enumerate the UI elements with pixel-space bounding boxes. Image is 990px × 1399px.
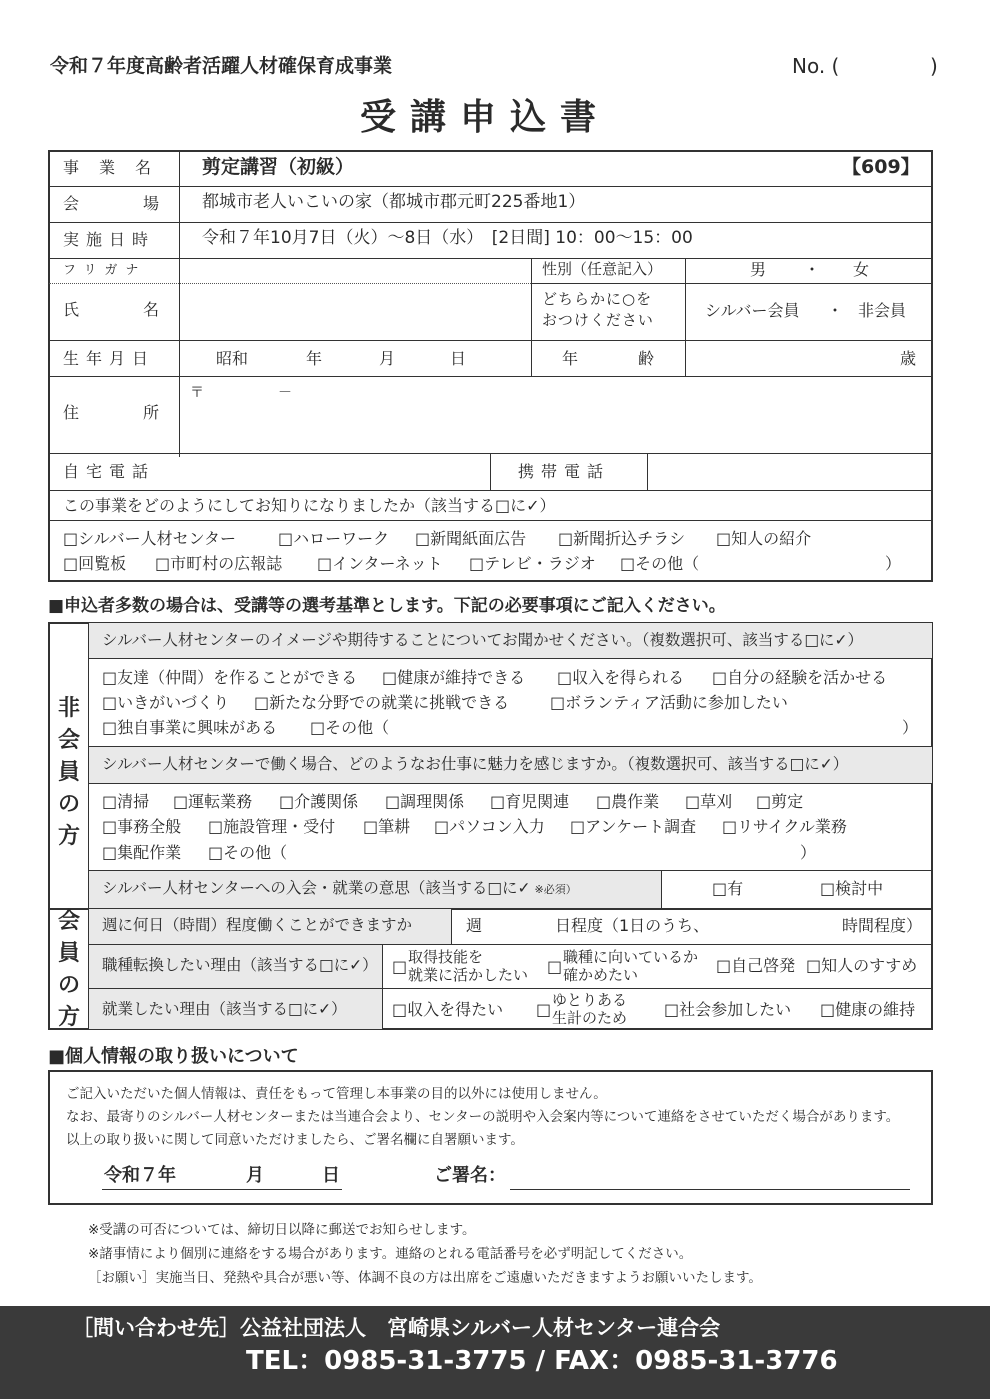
checkbox-icon: □ (547, 957, 563, 976)
job-option[interactable]: □アンケート調査 (570, 817, 697, 836)
nonmember-q3: シルバー人材センターへの入会・就業の意思（該当する□に✓ ※必須） (102, 879, 577, 897)
expectation-option[interactable]: □健康が維持できる (382, 668, 526, 687)
circle-note-line2: おつけください (542, 311, 654, 329)
selection-notice: ■申込者多数の場合は、受講等の選考基準とします。下記の必要事項にご記入ください。 (48, 596, 726, 616)
change-reason-option-aptitude[interactable]: □ 職種に向いているか 確かめたい (547, 948, 699, 984)
application-number-label: No. ( (792, 54, 840, 78)
member-q2: 職種転換したい理由（該当する□に✓） (102, 956, 378, 974)
source-option[interactable]: □知人の紹介 (716, 529, 812, 548)
home-phone-input[interactable] (182, 456, 488, 488)
work-reason-option[interactable]: □社会参加したい (664, 1000, 792, 1019)
gender-separator: ・ (804, 260, 821, 279)
job-option[interactable]: □農作業 (596, 792, 660, 811)
mobile-phone-input[interactable] (650, 456, 930, 488)
circle-note-line1: どちらかに○を (542, 290, 653, 308)
privacy-heading: ■個人情報の取り扱いについて (48, 1046, 299, 1067)
change-reason-option-skills[interactable]: □ 取得技能を 就業に活かしたい (392, 948, 529, 984)
name-input[interactable] (182, 286, 528, 338)
postal-mark: 〒 (190, 385, 204, 401)
name-label: 氏名 (63, 300, 224, 319)
change-reason-option[interactable]: □知人のすすめ (806, 956, 918, 975)
job-option[interactable]: □事務全般 (102, 817, 182, 836)
mobile-phone-label: 携帯電話 (518, 462, 611, 481)
source-option[interactable]: □テレビ・ラジオ (469, 554, 596, 573)
work-week-unit: 週 (466, 916, 483, 935)
member-q3: 就業したい理由（該当する□に✓） (102, 1000, 347, 1018)
expectation-option[interactable]: □収入を得られる (557, 668, 685, 687)
venue-value: 都城市老人いこいの家（都城市郡元町225番地1） (202, 192, 586, 212)
expectation-option[interactable]: □自分の経験を活かせる (712, 668, 888, 687)
source-option[interactable]: □新聞折込チラシ (558, 529, 686, 548)
change-reason-option[interactable]: □自己啓発 (716, 956, 796, 975)
expectation-option[interactable]: □友達（仲間）を作ることができる (102, 668, 358, 687)
note: ［お願い］実施当日、発熱や具合が悪い等、体調不良の方は出席をご遠慮いただきますようお願いいたします。 (88, 1270, 762, 1286)
nonmember-q2: シルバー人材センターで働く場合、どのようなお仕事に魅力を感じますか。（複数選択可、該当する□に✓） (102, 755, 849, 773)
birth-month-unit: 月 (379, 349, 396, 368)
dates-label: 実施日時 (63, 230, 156, 249)
expectation-option[interactable]: □独自事業に興味がある (102, 718, 278, 737)
address-input[interactable] (182, 378, 930, 451)
course-name: 剪定講習（初級） (202, 156, 355, 178)
job-option[interactable]: □清掃 (102, 792, 150, 811)
privacy-line: ご記入いただいた個人情報は、責任をもって管理し本事業の目的以外には使用しません。 (66, 1086, 607, 1102)
furigana-label: フリガナ (63, 263, 147, 278)
source-option[interactable]: □インターネット (317, 554, 443, 573)
gender-male-option[interactable]: 男 (750, 260, 767, 279)
job-close-paren: ） (800, 843, 817, 862)
postal-dash: － (278, 385, 292, 401)
nonmember-side-label: 非 会 員 の 方 (57, 696, 80, 849)
intent-consider-option[interactable]: □検討中 (820, 879, 884, 898)
birth-era: 昭和 (216, 349, 249, 368)
venue-label: 会場 (63, 194, 224, 213)
furigana-input[interactable] (182, 260, 528, 282)
job-option-other[interactable]: □その他（ (208, 843, 288, 862)
birthdate-label: 生年月日 (63, 349, 156, 368)
gender-label: 性別（任意記入） (542, 260, 663, 278)
job-option[interactable]: □パソコン入力 (434, 817, 545, 836)
contact-phone-fax: TEL：0985-31-3775 / FAX：0985-31-3776 (246, 1346, 838, 1376)
note: ※諸事情により個別に連絡をする場合があります。連絡のとれる電話番号を必ず明記してください。 (88, 1246, 693, 1262)
expectation-close-paren: ） (902, 718, 919, 737)
source-option[interactable]: □ハローワーク (278, 529, 390, 548)
expectation-option[interactable]: □新たな分野での就業に挑戦できる (254, 693, 510, 712)
signature-field[interactable] (510, 1164, 910, 1190)
job-option[interactable]: □育児関連 (490, 792, 570, 811)
job-option[interactable]: □筆耕 (363, 817, 411, 836)
application-number-close: ) (930, 54, 938, 78)
contact-organization: ［問い合わせ先］公益社団法人 宮崎県シルバー人材センター連合会 (72, 1316, 721, 1340)
source-option-other[interactable]: □その他（ (620, 554, 700, 573)
course-label: 事業名 (63, 158, 172, 177)
age-label: 年齢 (562, 349, 715, 368)
consent-day: 日 (322, 1165, 340, 1186)
address-label: 住所 (63, 403, 224, 422)
member-separator: ・ (827, 301, 844, 320)
work-hours-unit: 時間程度） (842, 916, 923, 935)
member-q1: 週に何日（時間）程度働くことができますか (102, 916, 413, 934)
privacy-line: 以上の取り扱いに関して同意いただけましたら、ご署名欄に自署願います。 (66, 1132, 524, 1148)
job-option[interactable]: □施設管理・受付 (208, 817, 336, 836)
source-option[interactable]: □新聞紙面広告 (415, 529, 527, 548)
checkbox-icon: □ (392, 957, 408, 976)
signature-label: ご署名： (434, 1165, 506, 1186)
source-close-paren: ） (885, 554, 902, 573)
job-option[interactable]: □調理関係 (385, 792, 465, 811)
age-input[interactable] (688, 342, 930, 374)
page-title: 受講申込書 (360, 97, 611, 138)
work-reason-option-living[interactable]: □ ゆとりある 生計のため (536, 991, 628, 1027)
job-option[interactable]: □集配作業 (102, 843, 182, 862)
privacy-line: なお、最寄りのシルバー人材センターまたは当連合会より、センターの説明や入会案内等について連絡をさせていただく場合があります。 (66, 1109, 900, 1125)
job-option[interactable]: □草刈 (685, 792, 733, 811)
job-option[interactable]: □介護関係 (279, 792, 359, 811)
consent-date-field[interactable] (102, 1164, 342, 1190)
required-note: ※必須） (534, 883, 577, 896)
member-side-label: 会 員 の 方 (57, 909, 80, 1030)
checkbox-icon: □ (536, 1000, 552, 1019)
member-option[interactable]: シルバー会員 (705, 301, 800, 320)
intent-yes-option[interactable]: □有 (712, 879, 744, 898)
job-option[interactable]: □剪定 (756, 792, 804, 811)
job-option[interactable]: □リサイクル業務 (722, 817, 847, 836)
work-reason-option[interactable]: □健康の維持 (820, 1000, 916, 1019)
source-option[interactable]: □市町村の広報誌 (155, 554, 283, 573)
nonmember-q1: シルバー人材センターのイメージや期待することについてお聞かせください。（複数選択可、該当する□に✓） (102, 631, 864, 649)
course-code: 【609】 (842, 156, 920, 178)
gender-options[interactable] (688, 260, 930, 282)
age-unit: 歳 (900, 349, 917, 368)
home-phone-label: 自宅電話 (63, 462, 156, 481)
program-title: 令和７年度高齢者活躍人材確保育成事業 (50, 55, 393, 77)
birthdate-input[interactable] (182, 342, 528, 374)
birth-day-unit: 日 (450, 349, 467, 368)
source-option[interactable]: □シルバー人材センター (63, 529, 236, 548)
work-reason-option[interactable]: □収入を得たい (392, 1000, 504, 1019)
contact-footer (0, 1306, 990, 1399)
job-option[interactable]: □運転業務 (173, 792, 253, 811)
expectation-option[interactable]: □いきがいづくり (102, 693, 230, 712)
consent-month: 月 (246, 1165, 264, 1186)
expectation-option[interactable]: □ボランティア活動に参加したい (550, 693, 788, 712)
consent-year: 令和７年 (104, 1165, 176, 1186)
dates-value: 令和７年10月7日（火）～8日（水） [2日間] 10：00～15：00 (202, 228, 693, 248)
work-days-unit: 日程度（1日のうち、 (555, 916, 710, 935)
nonmember-option[interactable]: 非会員 (858, 301, 907, 320)
source-option[interactable]: □回覧板 (63, 554, 127, 573)
gender-female-option[interactable]: 女 (853, 260, 870, 279)
source-question: この事業をどのようにしてお知りになりましたか（該当する□に✓） (63, 496, 556, 515)
expectation-option-other[interactable]: □その他（ (310, 718, 390, 737)
note: ※受講の可否については、締切日以降に郵送でお知らせします。 (88, 1222, 476, 1238)
birth-year-unit: 年 (306, 349, 323, 368)
